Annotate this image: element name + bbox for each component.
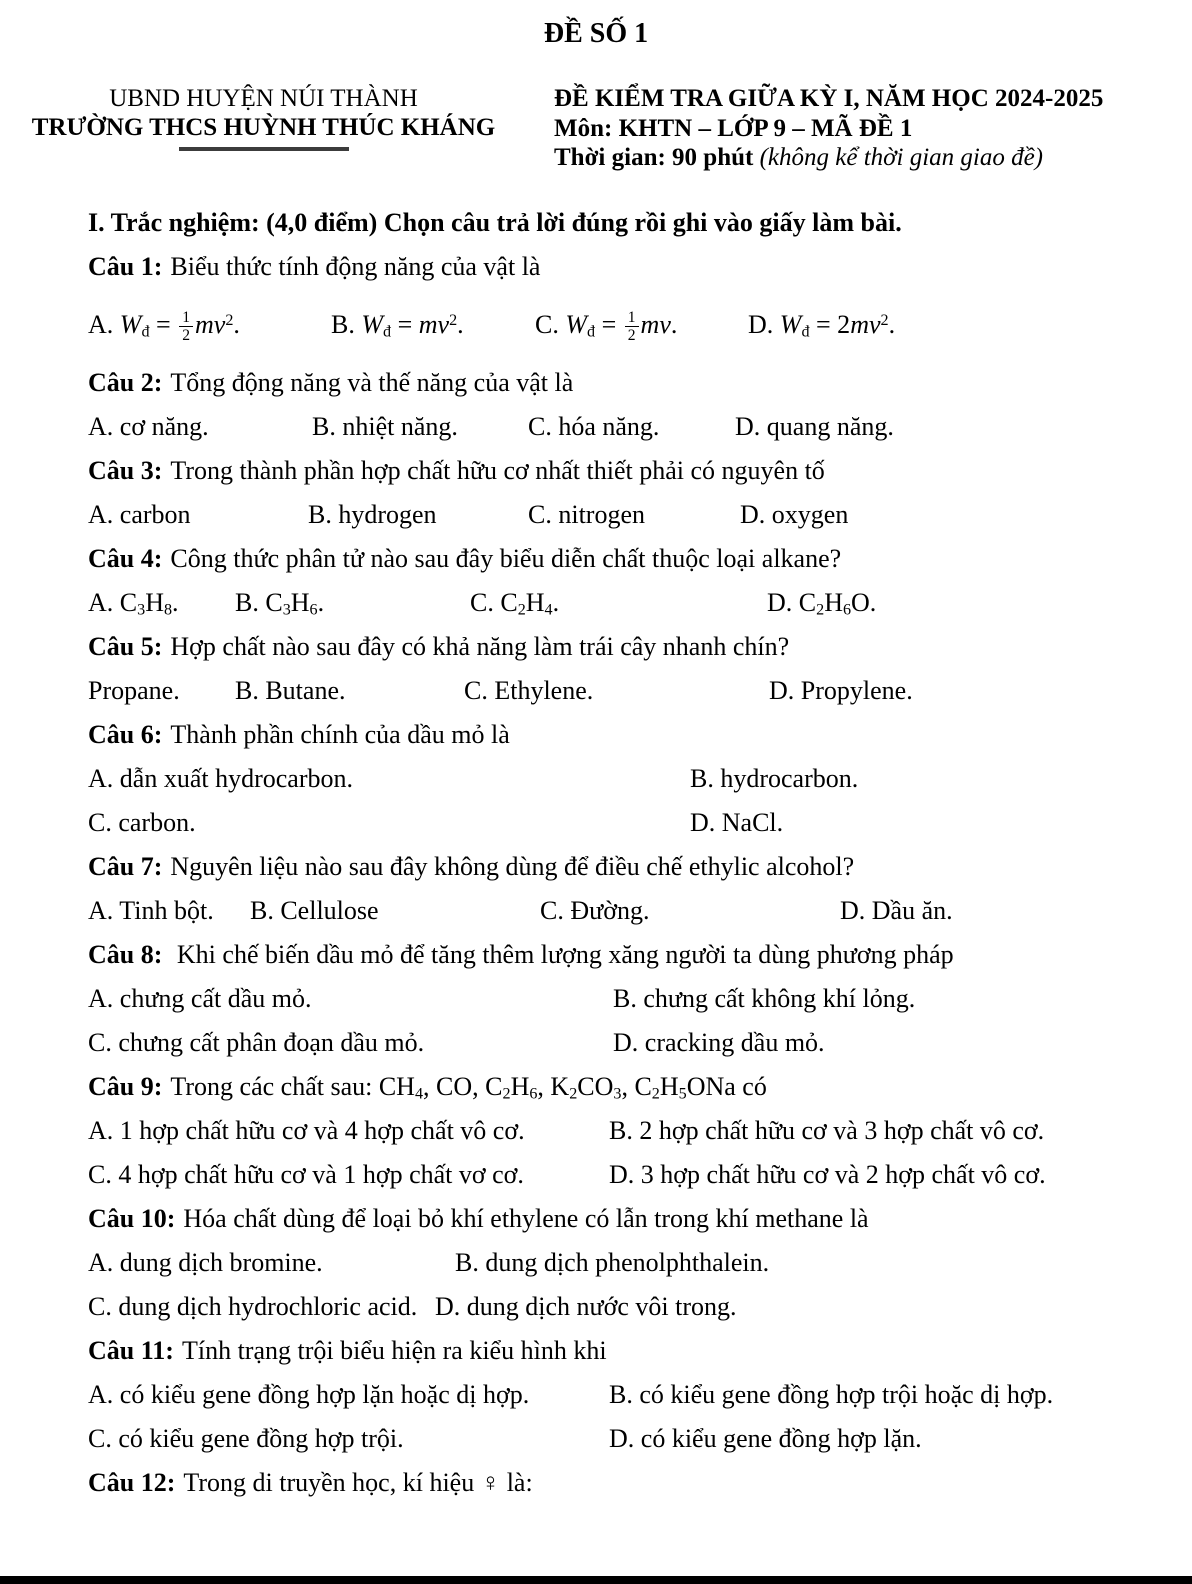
options-row <box>88 1109 1142 1153</box>
option-item: B. $C_3H_6$. <box>235 587 325 619</box>
question-label: Câu 8: <box>88 939 163 969</box>
options-row <box>88 1021 1142 1065</box>
question-line <box>88 1329 1142 1373</box>
option-item: B. $W_đ = mv^2$. <box>331 309 464 341</box>
question-label: Câu 7: <box>88 851 163 881</box>
duration-note: (không kể thời gian giao đề) <box>759 144 1044 171</box>
option-item: D. 3 hợp chất hữu cơ và 2 hợp chất vô cơ. <box>609 1159 1046 1189</box>
question-block <box>88 449 1142 537</box>
options-row <box>88 669 1142 713</box>
question-label: Câu 6: <box>88 719 163 749</box>
option-item: D. oxygen <box>740 499 849 529</box>
question-label: Câu 5: <box>88 631 163 661</box>
question-label: Câu 1: <box>88 251 163 281</box>
option-item: A. 1 hợp chất hữu cơ và 4 hợp chất vô cơ. <box>88 1115 525 1145</box>
question-text: Khi chế biến dầu mỏ để tăng thêm lượng xăng người ta dùng phương pháp <box>170 939 954 969</box>
question-text: Trong thành phần hợp chất hữu cơ nhất thiết phải có nguyên tố <box>170 455 825 485</box>
option-item: D. Dầu ăn. <box>840 895 953 925</box>
school-header <box>31 84 496 173</box>
question-block <box>88 845 1142 933</box>
option-item: C. dung dịch hydrochloric acid. <box>88 1291 418 1321</box>
option-item: D. NaCl. <box>690 807 784 837</box>
option-item: A. có kiểu gene đồng hợp lặn hoặc dị hợp. <box>88 1379 530 1409</box>
option-item: A. carbon <box>88 499 191 529</box>
options-row <box>88 801 1142 845</box>
bottom-border <box>0 1576 1192 1584</box>
question-text: Nguyên liệu nào sau đây không dùng để điều chế ethylic alcohol? <box>170 851 855 881</box>
questions-container <box>88 245 1142 1505</box>
option-item: A. chưng cất dầu mỏ. <box>88 983 312 1013</box>
question-block <box>88 1197 1142 1329</box>
question-line <box>88 361 1142 405</box>
option-item: C. 4 hợp chất hữu cơ và 1 hợp chất vơ cơ. <box>88 1159 524 1189</box>
school-name-line: TRƯỜNG THCS HUỲNH THÚC KHÁNG <box>31 114 496 141</box>
options-row <box>88 1153 1142 1197</box>
option-item: A. cơ năng. <box>88 411 209 441</box>
question-block <box>88 1461 1142 1505</box>
options-row <box>88 581 1142 625</box>
option-item: D. dung dịch nước vôi trong. <box>435 1291 737 1321</box>
question-block <box>88 537 1142 625</box>
question-line <box>88 625 1142 669</box>
option-item: C. hóa năng. <box>528 411 660 441</box>
option-item: B. Cellulose <box>250 895 379 925</box>
option-item: Propane. <box>88 675 180 705</box>
question-line <box>88 933 1142 977</box>
option-item: D. có kiểu gene đồng hợp lặn. <box>609 1423 922 1453</box>
option-item: C. nitrogen <box>528 499 645 529</box>
question-text: Biểu thức tính động năng của vật là <box>170 251 541 281</box>
option-item: B. có kiểu gene đồng hợp trội hoặc dị hợp. <box>609 1379 1054 1409</box>
option-item: D. $C_2H_6O$. <box>767 587 877 619</box>
option-item: B. nhiệt năng. <box>312 411 458 441</box>
options-row <box>88 757 1142 801</box>
question-text: Hóa chất dùng để loại bỏ khí ethylene có lẫn trong khí methane là <box>183 1203 869 1233</box>
option-item: B. 2 hợp chất hữu cơ và 3 hợp chất vô cơ. <box>609 1115 1045 1145</box>
option-item: B. hydrocarbon. <box>690 763 859 793</box>
question-block <box>88 361 1142 449</box>
question-label: Câu 12: <box>88 1467 176 1497</box>
option-item: A. Tinh bột. <box>88 895 214 925</box>
question-text: Công thức phân tử nào sau đây biểu diễn chất thuộc loại alkane? <box>170 543 842 573</box>
school-underline <box>179 147 349 151</box>
options-row <box>88 977 1142 1021</box>
options-row <box>88 1241 1142 1285</box>
question-text: Hợp chất nào sau đây có khả năng làm trái cây nhanh chín? <box>170 631 790 661</box>
question-text: Trong các chất sau: $CH_4$, CO, $C_2H_6$, $K_2CO_3$, $C_2H_5ONa$ có <box>170 1071 767 1103</box>
exam-info-title: ĐỀ KIỂM TRA GIỮA KỲ I, NĂM HỌC 2024-2025 <box>554 85 1104 112</box>
option-item: A. $C_3H_8$. <box>88 587 179 619</box>
option-item: C. carbon. <box>88 807 196 837</box>
question-label: Câu 9: <box>88 1071 163 1101</box>
option-item: A. dung dịch bromine. <box>88 1247 323 1277</box>
question-label: Câu 4: <box>88 543 163 573</box>
options-row <box>88 1417 1142 1461</box>
option-item: C. chưng cất phân đoạn dầu mỏ. <box>88 1027 425 1057</box>
option-item: D. Propylene. <box>769 675 913 705</box>
duration-bold: Thời gian: 90 phút <box>554 144 760 171</box>
question-line <box>88 1461 1142 1505</box>
option-item: C. $C_2H_4$. <box>470 587 560 619</box>
question-line <box>88 1197 1142 1241</box>
options-row <box>88 405 1142 449</box>
question-block <box>88 713 1142 845</box>
question-line <box>88 537 1142 581</box>
exam-info-subject: Môn: KHTN – LỚP 9 – MÃ ĐỀ 1 <box>554 114 913 142</box>
question-text: Trong di truyền học, kí hiệu ♀ là: <box>183 1467 533 1497</box>
question-text: Thành phần chính của dầu mỏ là <box>170 719 510 749</box>
option-item: C. Đường. <box>540 895 650 925</box>
option-item: B. Butane. <box>235 675 346 705</box>
question-block <box>88 245 1142 361</box>
options-row <box>88 889 1142 933</box>
options-row <box>88 1285 1142 1329</box>
option-item: D. $W_đ = 2mv^2$. <box>748 309 896 341</box>
option-item: C. có kiểu gene đồng hợp trội. <box>88 1423 404 1453</box>
fraction: $\frac{1}{2}$ <box>625 309 639 344</box>
option-item: D. quang năng. <box>735 411 894 441</box>
options-row <box>88 289 1142 361</box>
question-text: Tổng động năng và thế năng của vật là <box>170 367 574 397</box>
option-item: C. Ethylene. <box>464 675 594 705</box>
question-label: Câu 2: <box>88 367 163 397</box>
question-block <box>88 1065 1142 1197</box>
option-item: C. $W_đ$ = $\frac{1}{2}$ mv. <box>535 309 678 345</box>
question-block <box>88 625 1142 713</box>
question-line <box>88 713 1142 757</box>
option-item: A. dẫn xuất hydrocarbon. <box>88 763 353 793</box>
options-row <box>88 493 1142 537</box>
question-line <box>88 1065 1142 1109</box>
exam-info-duration <box>554 143 1134 173</box>
school-org-line: UBND HUYỆN NÚI THÀNH <box>109 85 418 112</box>
exam-header <box>0 84 1192 173</box>
question-block <box>88 1329 1142 1461</box>
question-line <box>88 245 1142 289</box>
question-line <box>88 449 1142 493</box>
exam-content <box>88 201 1142 1505</box>
options-row <box>88 1373 1142 1417</box>
exam-set-title: ĐỀ SỐ 1 <box>543 18 649 49</box>
option-item: B. hydrogen <box>308 499 437 529</box>
question-text: Tính trạng trội biểu hiện ra kiểu hình khi <box>181 1335 607 1365</box>
question-label: Câu 10: <box>88 1203 176 1233</box>
question-label: Câu 11: <box>88 1335 174 1365</box>
option-item: B. chưng cất không khí lỏng. <box>613 983 916 1013</box>
section-heading: I. Trắc nghiệm: (4,0 điểm) Chọn câu trả lời đúng rồi ghi vào giấy làm bài. <box>88 207 902 237</box>
option-item: B. dung dịch phenolphthalein. <box>455 1247 770 1277</box>
option-item: A. $W_đ$ = $\frac{1}{2}$ $mv^2$. <box>88 309 240 345</box>
fraction: $\frac{1}{2}$ <box>179 309 193 344</box>
question-line <box>88 845 1142 889</box>
exam-info <box>554 84 1134 173</box>
option-item: D. cracking dầu mỏ. <box>613 1027 825 1057</box>
question-block <box>88 933 1142 1065</box>
question-label: Câu 3: <box>88 455 163 485</box>
